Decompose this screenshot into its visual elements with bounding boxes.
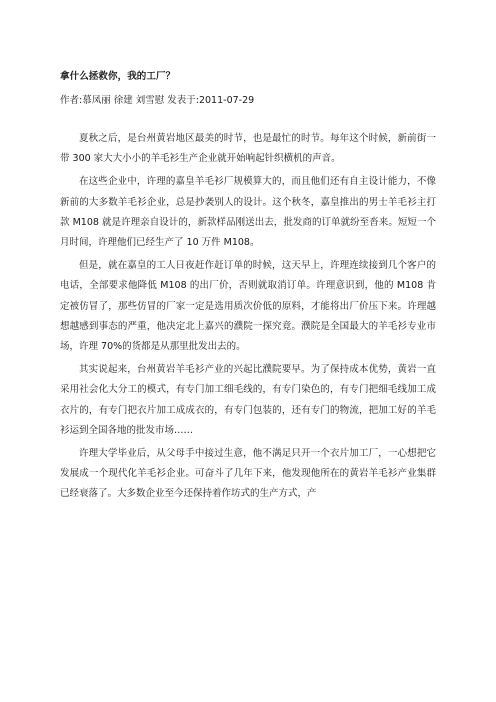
article-title: 拿什么拯救你，我的工厂？	[60, 71, 176, 82]
paragraph: 在这些企业中，许理的嘉皇羊毛衫厂规模算大的，而且他们还有自主设计能力，不像新前的大多数羊毛衫企业，总是抄袭别人的设计。这个秋冬，嘉皇推出的男士羊毛衫主打款 M108 就是许理亲自设计的，新款样品刚送出去，批发商的订单就纷至沓来。短短一个月时间，许理他们已经生产了 10 万件 M108。	[60, 176, 436, 249]
paragraph: 夏秋之后，是台州黄岩地区最美的时节，也是最忙的时节。每年这个时候，新前街一带 300 家大大小小的羊毛衫生产企业就开始响起针织横机的声音。	[60, 133, 436, 165]
paragraph: 其实说起来，台州黄岩羊毛衫产业的兴起比濮院要早。为了保持成本优势，黄岩一直采用社会化大分工的模式，有专门加工细毛线的，有专门染色的，有专门把细毛线加工成衣片的，有专门把衣片加工成成衣的，有专门包装的，还有专门的物流，把加工好的羊毛衫运到全国各地的批发市场……	[60, 364, 436, 436]
paragraph: 但是，就在嘉皇的工人日夜赶作赶订单的时候，这天早上，许理连续接到几个客户的电话，全部要求他降低 M108 的出厂价，否则就取消订单。许理意识到，他的 M108 肯定被仿冒了，那些仿冒的厂家一定是选用质次价低的原料，才能将出厂价压下来。许理越想越感到事态的严重，他决定北上嘉兴的濮院一探究竟。濮院是全国最大的羊毛衫专业市场，许理 70%的货都是从那里批发出去的。	[60, 260, 436, 353]
paragraph: 许理大学毕业后，从父母手中接过生意，他不满足只开一个衣片加工厂，一心想把它发展成一个现代化羊毛衫企业。可奋斗了几年下来，他发现他所在的黄岩羊毛衫产业集群已经衰落了。大多数企业至今还保持着作坊式的生产方式，产	[60, 448, 436, 500]
article-body	[60, 129, 436, 505]
article-meta: 作者:慕凤丽 徐建 刘雪慰 发表于:2011-07-29	[60, 95, 255, 106]
